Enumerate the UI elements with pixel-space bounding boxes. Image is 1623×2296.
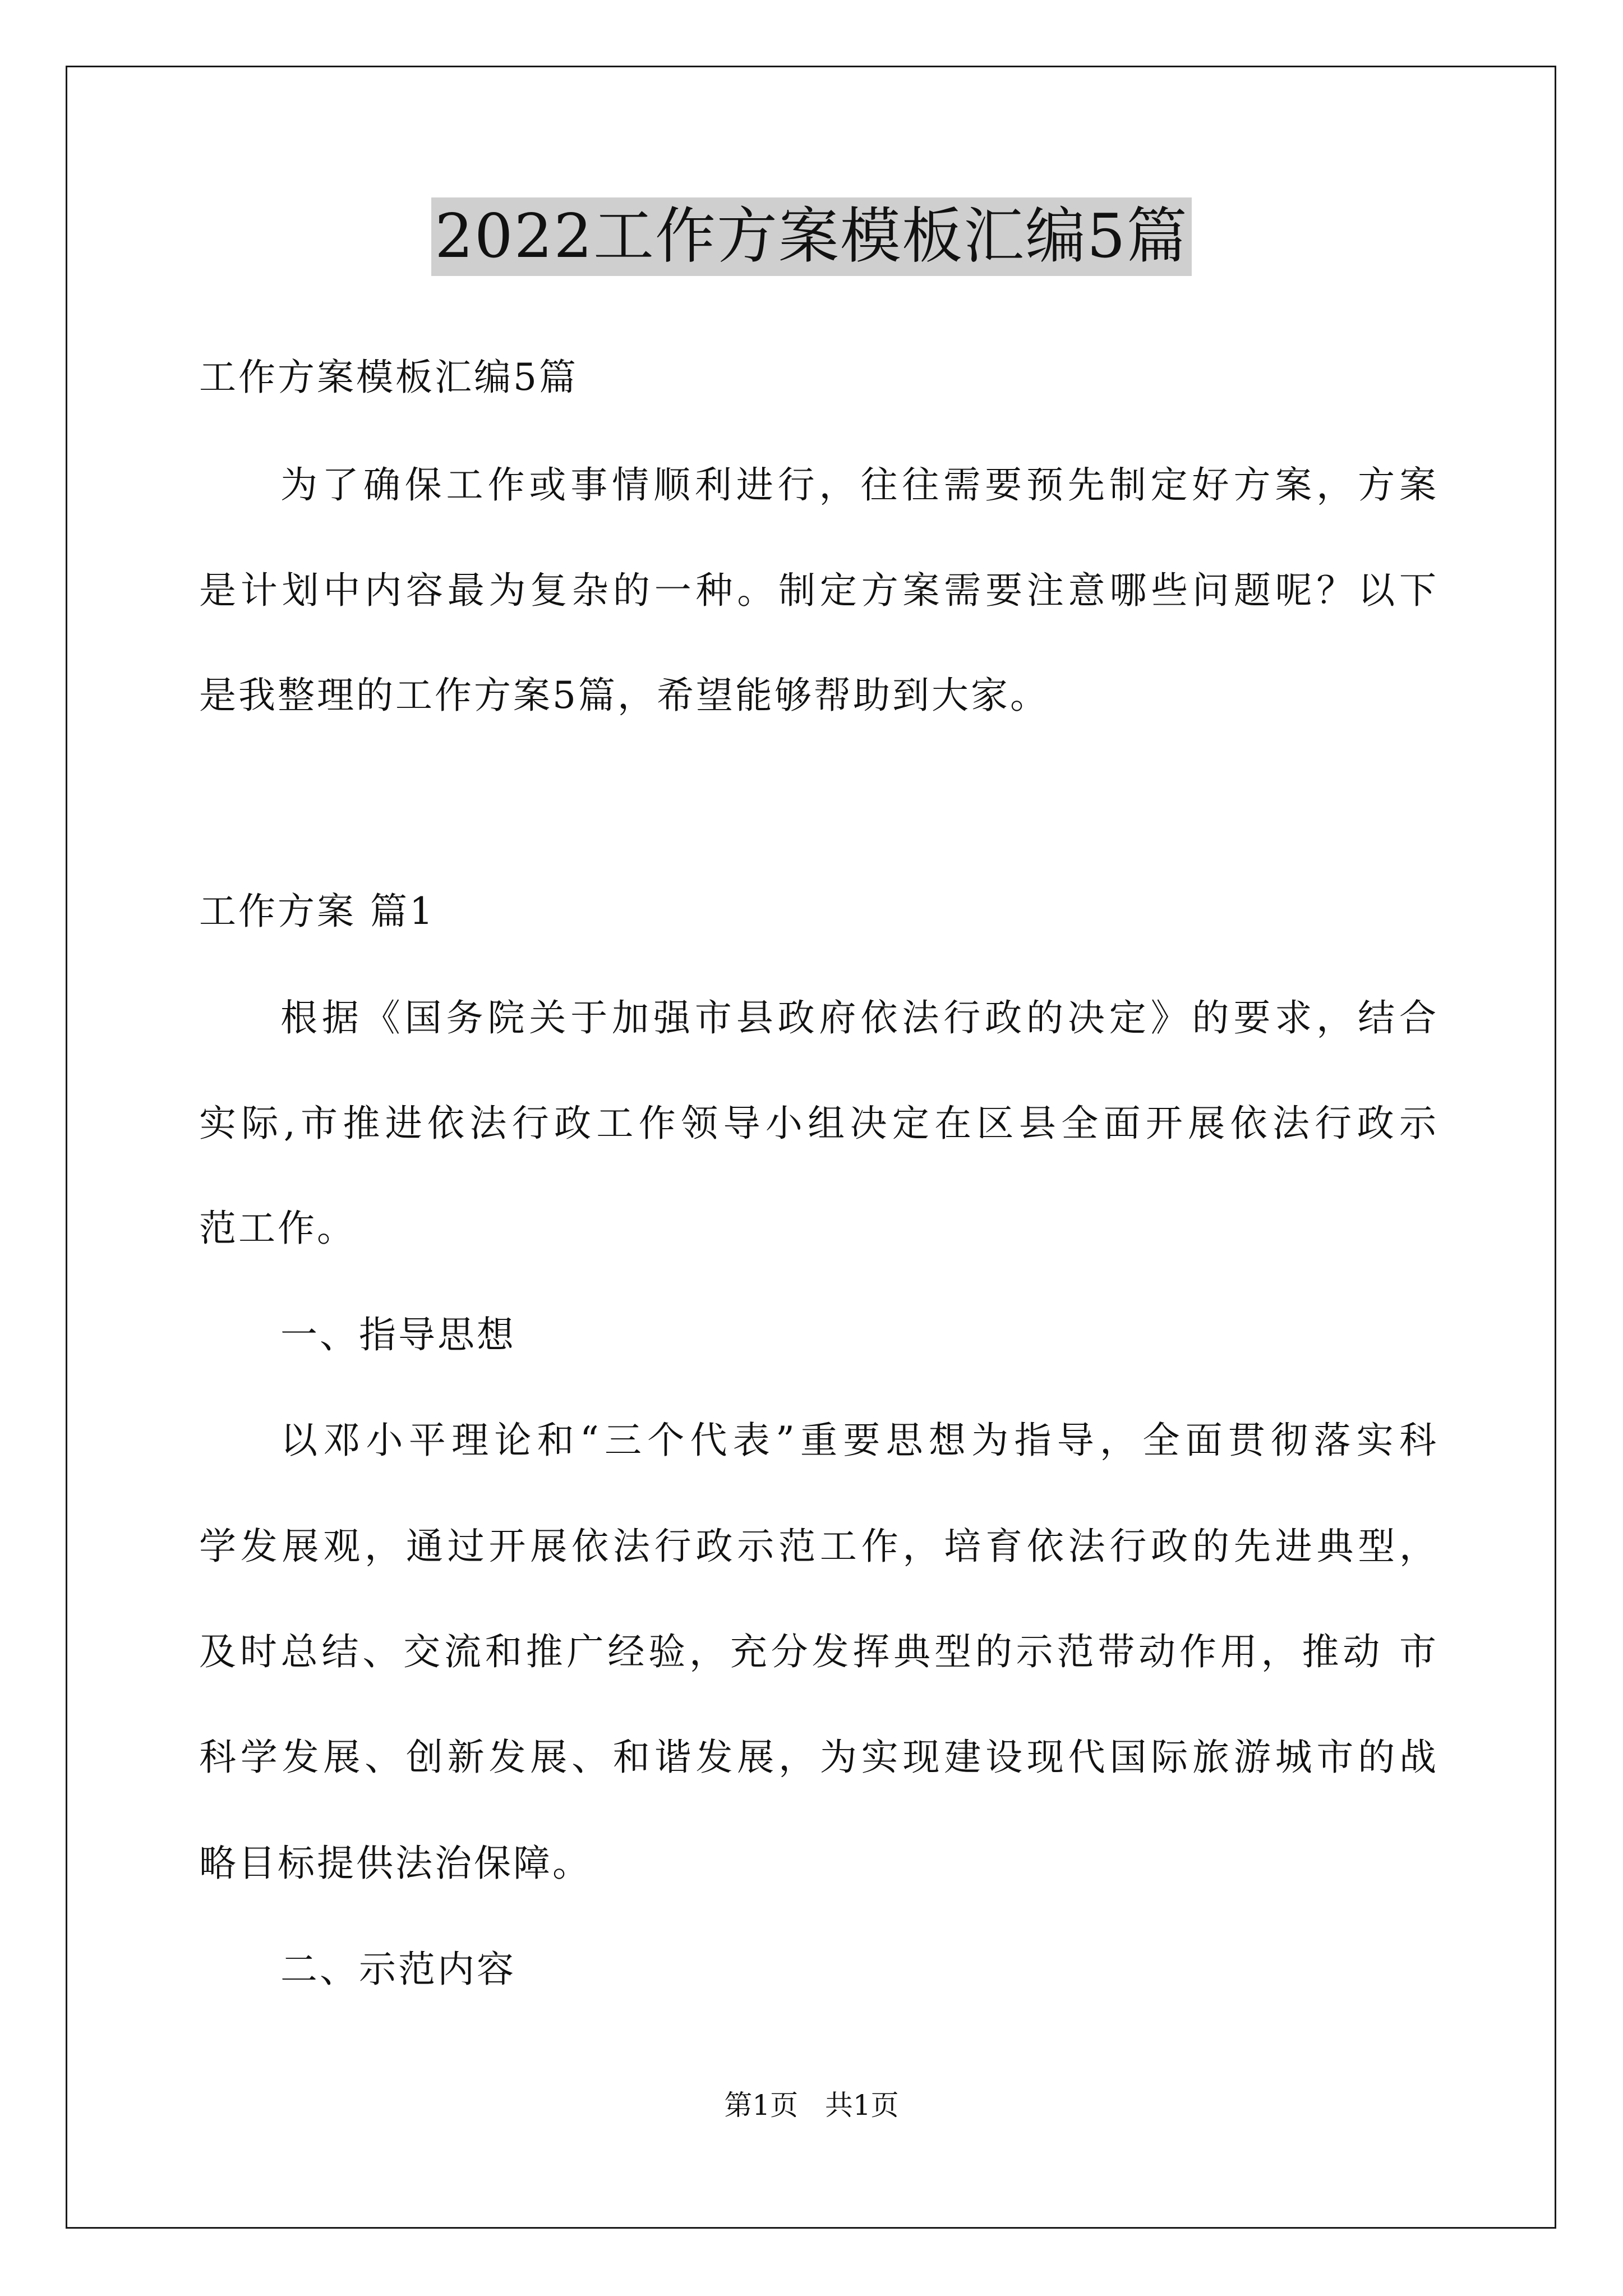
- page-footer: 第1页 共1页: [724, 2089, 899, 2122]
- title-container: [0, 197, 1623, 276]
- heading-guiding-thought: 一、指导思想: [280, 1313, 516, 1356]
- document-subtitle: 工作方案模板汇编5篇: [199, 356, 578, 399]
- para1-line-3: 范工作。: [199, 1207, 356, 1250]
- section-heading: 工作方案 篇1: [199, 890, 435, 933]
- para2-line-5: 略目标提供法治保障。: [199, 1842, 592, 1885]
- intro-line-1: 为了确保工作或事情顺利进行，往往需要预先制定好方案，方案: [280, 463, 1438, 507]
- para2-line-2: 学发展观，通过开展依法行政示范工作，培育依法行政的先进典型，: [199, 1525, 1438, 1568]
- intro-line-3: 是我整理的工作方案5篇，希望能够帮助到大家。: [199, 674, 1049, 717]
- intro-line-2: 是计划中内容最为复杂的一种。制定方案需要注意哪些问题呢？以下: [199, 569, 1438, 612]
- para2-line-4: 科学发展、创新发展、和谐发展，为实现建设现代国际旅游城市的战: [199, 1736, 1438, 1779]
- para2-line-1: 以邓小平理论和“三个代表”重要思想为指导，全面贯彻落实科: [280, 1419, 1438, 1462]
- document-title: 2022工作方案模板汇编5篇: [431, 197, 1192, 276]
- heading-demo-content: 二、示范内容: [280, 1948, 516, 1991]
- para1-line-1: 根据《国务院关于加强市县政府依法行政的决定》的要求，结合: [280, 996, 1438, 1039]
- para2-line-3: 及时总结、交流和推广经验，充分发挥典型的示范带动作用，推动 市: [199, 1630, 1438, 1673]
- para1-line-2: 实际,市推进依法行政工作领导小组决定在区县全面开展依法行政示: [199, 1102, 1438, 1145]
